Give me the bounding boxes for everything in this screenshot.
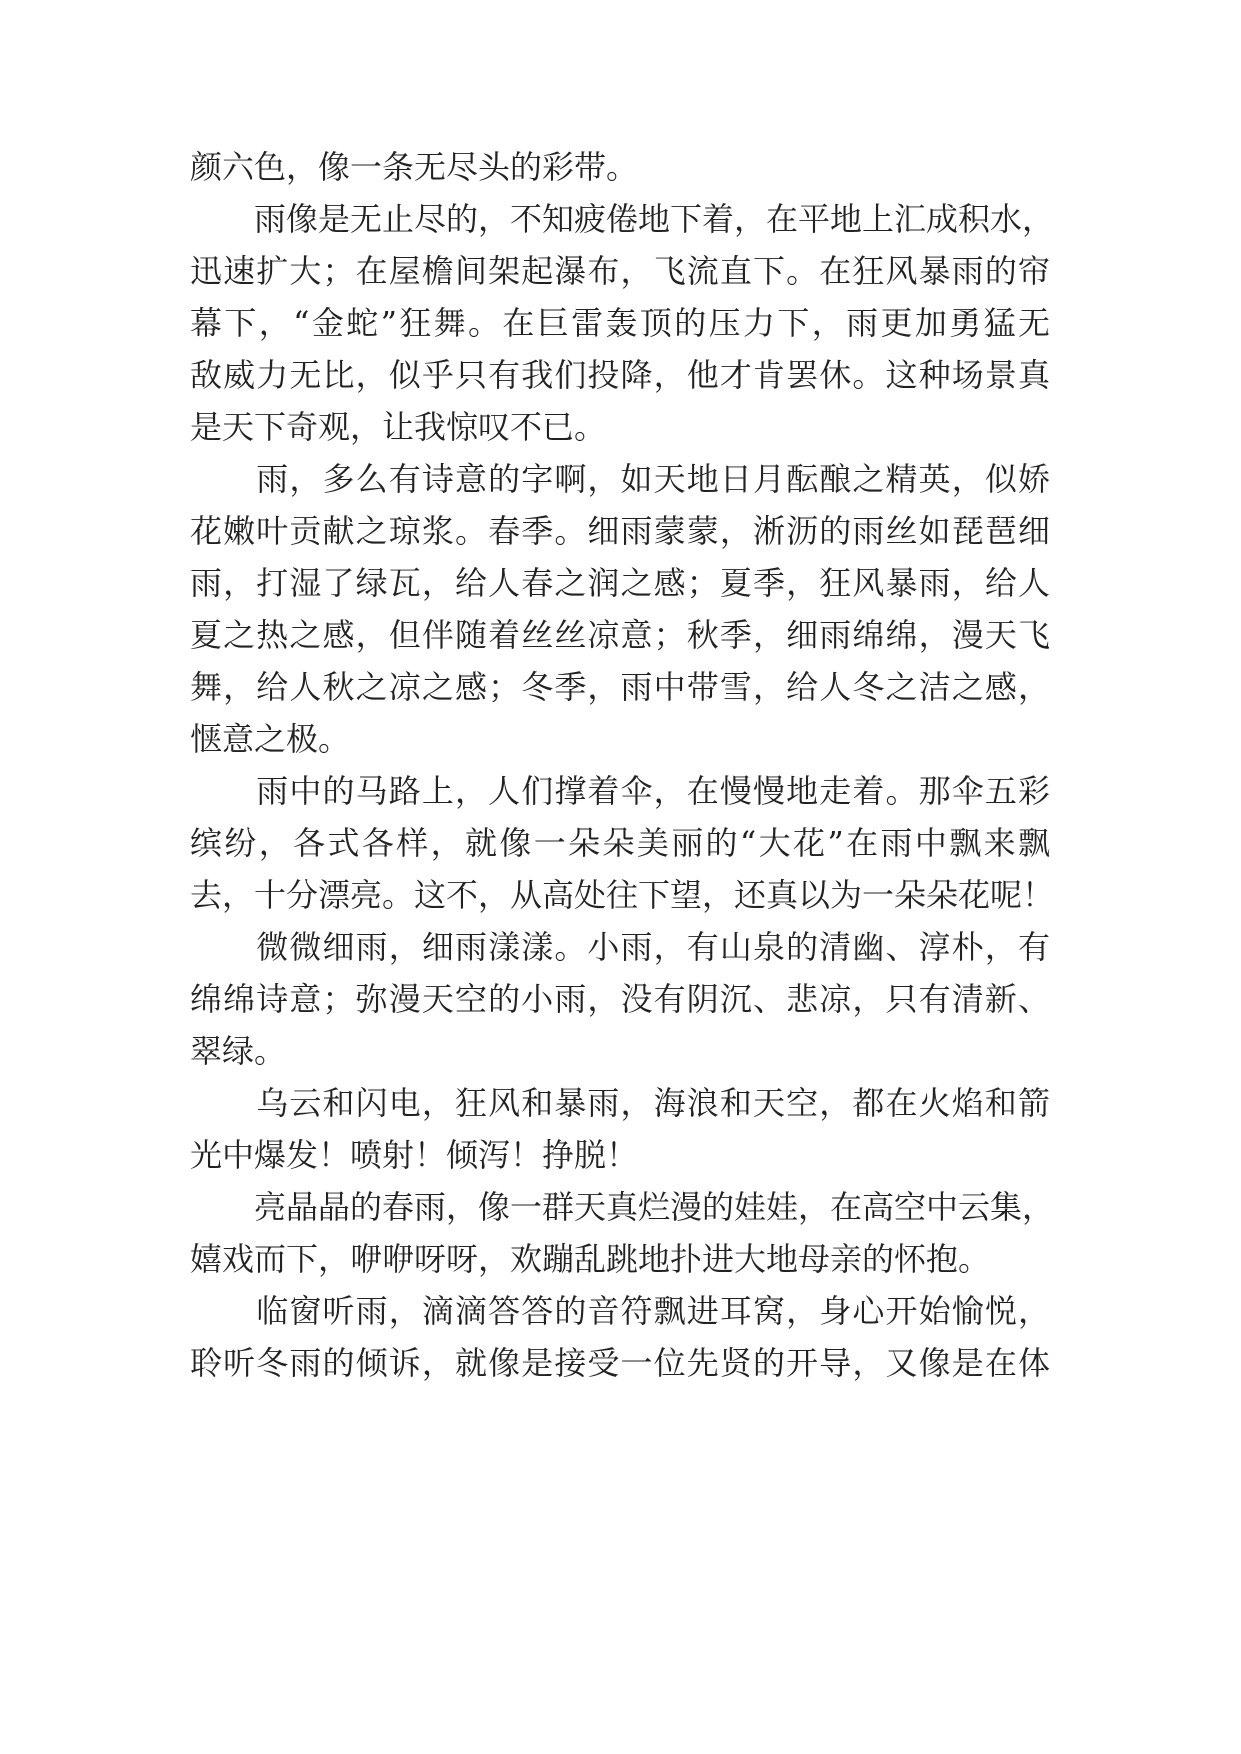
text-line: 亮晶晶的春雨，像一群天真烂漫的娃娃，在高空中云集， [190, 1188, 1055, 1226]
text-line: 聆听冬雨的倾诉，就像是接受一位先贤的开导，又像是在体 [190, 1344, 1050, 1382]
text-line: 惬意之极。 [190, 720, 351, 758]
text-line: 雨中的马路上，人们撑着伞，在慢慢地走着。那伞五彩 [190, 772, 1050, 810]
text-line: 是天下奇观，让我惊叹不已。 [190, 408, 607, 446]
text-line: 嬉戏而下，咿咿呀呀，欢蹦乱跳地扑进大地母亲的怀抱。 [190, 1240, 991, 1278]
text-line: 微微细雨，细雨漾漾。小雨，有山泉的清幽、淳朴，有 [190, 928, 1050, 966]
text-line: 缤纷，各式各样，就像一朵朵美丽的“大花”在雨中飘来飘 [190, 824, 1050, 862]
text-line: 雨像是无止尽的，不知疲倦地下着，在平地上汇成积水， [190, 200, 1055, 238]
text-line: 幕下，“金蛇”狂舞。在巨雷轰顶的压力下，雨更加勇猛无 [190, 304, 1050, 342]
text-line: 翠绿。 [190, 1032, 287, 1070]
text-line: 临窗听雨，滴滴答答的音符飘进耳窝，身心开始愉悦， [190, 1292, 1050, 1330]
text-line: 乌云和闪电，狂风和暴雨，海浪和天空，都在火焰和箭 [190, 1084, 1050, 1122]
text-line: 雨，多么有诗意的字啊，如天地日月酝酿之精英，似娇 [190, 460, 1050, 498]
text-line: 敌威力无比，似乎只有我们投降，他才肯罢休。这种场景真 [190, 356, 1050, 394]
text-line: 光中爆发！喷射！倾泻！挣脱！ [190, 1136, 639, 1174]
text-line: 迅速扩大；在屋檐间架起瀑布，飞流直下。在狂风暴雨的帘 [190, 252, 1050, 290]
text-line: 夏之热之感，但伴随着丝丝凉意；秋季，细雨绵绵，漫天飞 [190, 616, 1050, 654]
text-line: 绵绵诗意；弥漫天空的小雨，没有阴沉、悲凉，只有清新、 [190, 980, 1050, 1018]
text-line: 去，十分漂亮。这不，从高处往下望，还真以为一朵朵花呢！ [190, 876, 1055, 914]
text-line: 舞，给人秋之凉之感；冬季，雨中带雪，给人冬之洁之感， [190, 668, 1050, 706]
text-line: 花嫩叶贡献之琼浆。春季。细雨蒙蒙，淅沥的雨丝如琵琶细 [190, 512, 1050, 550]
text-line: 颜六色，像一条无尽头的彩带。 [190, 148, 639, 186]
text-line: 雨，打湿了绿瓦，给人春之润之感；夏季，狂风暴雨，给人 [190, 564, 1050, 602]
